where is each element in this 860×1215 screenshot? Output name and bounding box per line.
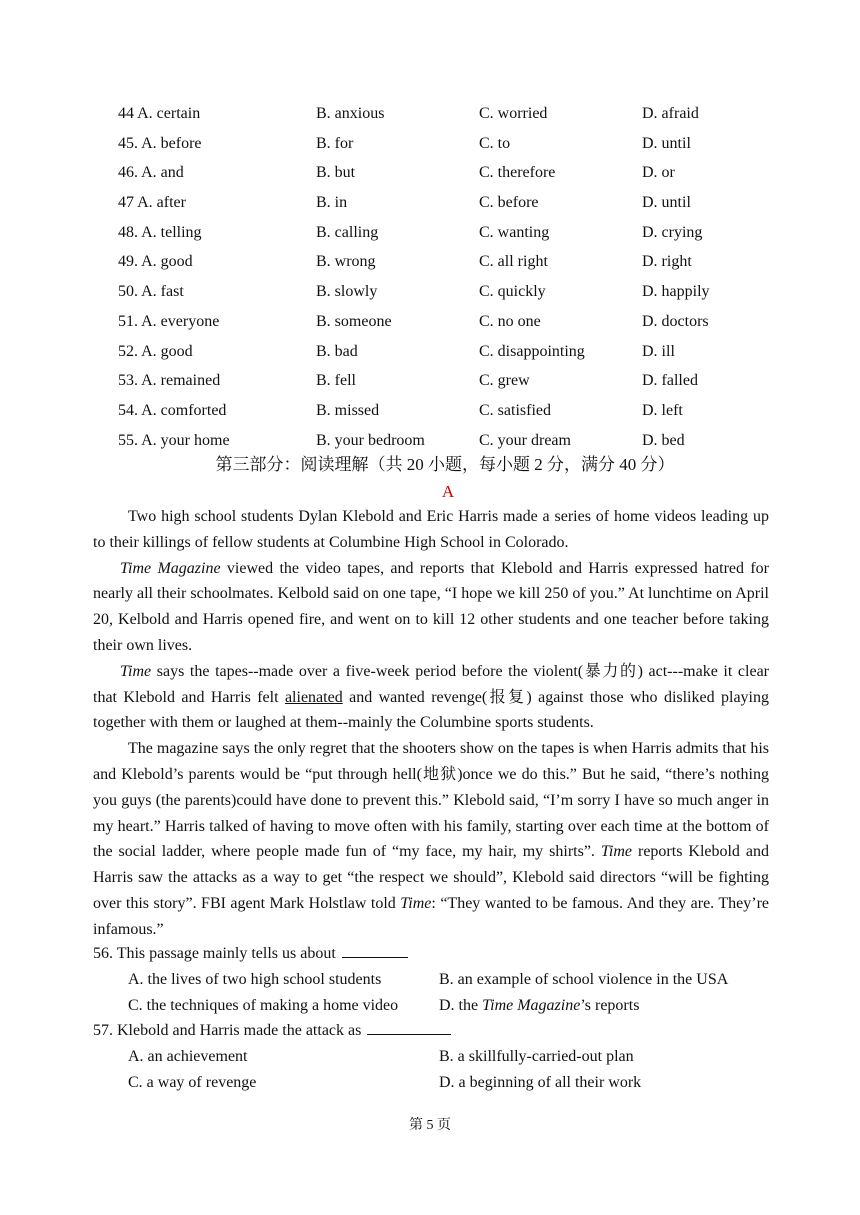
- option-cell: 52. A. good: [118, 342, 193, 360]
- option-cell: C. to: [479, 134, 511, 152]
- option-cell: D. ill: [642, 342, 675, 360]
- paragraph-3: [93, 659, 769, 736]
- question-56-options-row-1: [128, 967, 793, 993]
- paragraph-2: [93, 556, 769, 659]
- option-cell: B. bad: [316, 342, 358, 360]
- passage-letter: A: [441, 482, 455, 501]
- option-cell: B. calling: [316, 223, 379, 241]
- option-d: [439, 993, 639, 1019]
- reading-passage: [93, 504, 769, 943]
- option-cell: D. afraid: [642, 105, 699, 122]
- option-cell: B. your bedroom: [316, 431, 425, 449]
- question-56: [93, 941, 793, 967]
- question-stem: 56. This passage mainly tells us about: [93, 945, 336, 962]
- option-row: [118, 160, 762, 190]
- paragraph-4-text-c: : “They wanted to be famous. And they are. They’re infamous.”: [93, 894, 770, 938]
- option-b: B. a skillfully-carried-out plan: [439, 1048, 634, 1066]
- option-cell: D. crying: [642, 223, 703, 241]
- paragraph-1: Two high school students Dylan Klebold and Eric Harris made a series of home videos leading up to their killings of fellow students at Columbine High School in Colorado.: [93, 508, 769, 551]
- option-cell: C. worried: [479, 105, 548, 122]
- option-cell: C. grew: [479, 372, 530, 390]
- question-56-options-row-2: [128, 993, 793, 1019]
- option-cell: 48. A. telling: [118, 223, 202, 241]
- option-cell: C. no one: [479, 312, 541, 330]
- option-cell: 55. A. your home: [118, 431, 230, 449]
- option-cell: C. disappointing: [479, 342, 585, 360]
- option-cell: B. but: [316, 164, 356, 182]
- option-cell: 47 A. after: [118, 194, 186, 212]
- option-c: C. the techniques of making a home video: [128, 996, 399, 1014]
- option-d-suffix: ’s reports: [580, 996, 640, 1014]
- option-cell: D. bed: [642, 431, 685, 449]
- option-cell: C. before: [479, 194, 539, 212]
- underlined-word: alienated: [284, 688, 343, 706]
- option-row: [118, 190, 762, 220]
- option-cell: D. left: [642, 401, 683, 419]
- questions: [93, 941, 793, 1096]
- option-cell: B. anxious: [316, 105, 385, 122]
- option-d: D. a beginning of all their work: [439, 1073, 642, 1091]
- option-cell: D. until: [642, 134, 691, 152]
- question-57-options-row-1: [128, 1044, 793, 1070]
- option-cell: D. or: [642, 164, 675, 182]
- paragraph-4-text-a: The magazine says the only regret that the shooters show on the tapes is when Harris admits that his and Klebold’s parents would be “put through hell(地狱)once we do this.” But he said, “there’s nothing you guys (the parents)could have done to prevent this.” Klebold said, “I’m sorry I have so much anger in my heart.” Harris talked of having to move often with his family, starting over each time at the bottom of the social ladder, where people made fun of “my face, my hair, my shirts”.: [93, 740, 769, 861]
- question-57: [93, 1018, 793, 1044]
- question-57-options-row-2: [128, 1070, 793, 1096]
- answer-blank: [367, 1020, 451, 1035]
- option-cell: C. quickly: [479, 283, 546, 301]
- option-cell: D. falled: [642, 372, 698, 390]
- option-cell: 53. A. remained: [118, 372, 221, 390]
- option-cell: C. all right: [479, 253, 548, 271]
- option-cell: D. happily: [642, 283, 710, 301]
- option-row: [118, 131, 762, 161]
- option-d-prefix: D. the: [439, 996, 483, 1014]
- paragraph-2-text: viewed the video tapes, and reports that Klebold and Harris expressed hatred for nearly all their schoolmates. Kelbold said on one tape, “I hope we kill 250 of you.” At lunchtime on April 20, Kelbold and Harris opened fire, and went on to kill 12 other students and one teacher before taking their own lives.: [93, 559, 770, 654]
- option-row: [118, 339, 762, 369]
- option-c: C. a way of revenge: [128, 1073, 257, 1091]
- magazine-title: Time: [400, 894, 432, 912]
- option-cell: B. someone: [316, 312, 392, 330]
- option-cell: 46. A. and: [118, 164, 184, 182]
- option-row: [118, 368, 762, 398]
- magazine-title: Time: [120, 662, 152, 680]
- option-row: [118, 398, 762, 428]
- option-a: A. the lives of two high school students: [128, 970, 382, 988]
- magazine-title: Time: [600, 843, 633, 861]
- question-stem: 57. Klebold and Harris made the attack as: [93, 1022, 362, 1040]
- option-row: [118, 101, 762, 131]
- option-cell: C. your dream: [479, 431, 571, 449]
- option-row: [118, 279, 762, 309]
- option-cell: 51. A. everyone: [118, 312, 220, 330]
- option-cell: D. right: [642, 253, 692, 271]
- paragraph-4-text-b: reports Klebold and Harris saw the attacks as a way to get “the respect we should”, Klebold said directors “will be fighting over this story”. FBI agent Mark Holstlaw told: [93, 843, 769, 912]
- option-cell: C. therefore: [479, 164, 556, 182]
- section-title: 第三部分：阅读理解（共 20 小题，每小题 2 分，满分 40 分）: [215, 455, 675, 474]
- option-cell: C. wanting: [479, 223, 550, 241]
- option-cell: B. fell: [316, 372, 356, 390]
- option-cell: 49. A. good: [118, 253, 193, 271]
- option-row: [118, 309, 762, 339]
- option-a: A. an achievement: [128, 1048, 248, 1066]
- option-cell: D. until: [642, 194, 691, 212]
- option-row: [118, 249, 762, 279]
- option-b: B. an example of school violence in the USA: [439, 970, 729, 988]
- magazine-title: Time Magazine: [120, 559, 221, 577]
- cloze-options-table: [118, 101, 762, 457]
- option-cell: 45. A. before: [118, 134, 202, 152]
- option-row: [118, 220, 762, 250]
- page-number: 第 5 页: [409, 1118, 451, 1133]
- option-cell: 50. A. fast: [118, 283, 184, 301]
- option-cell: B. in: [316, 194, 348, 212]
- option-cell: B. for: [316, 134, 354, 152]
- paragraph-4: [93, 736, 769, 942]
- option-cell: D. doctors: [642, 312, 709, 330]
- option-cell: 44 A. certain: [118, 105, 201, 122]
- paragraph-3-text-a: says the tapes--made over a five-week period before the violent(暴力的) act---make it clear that Klebold and Harris felt: [93, 662, 769, 706]
- option-cell: B. wrong: [316, 253, 376, 271]
- option-d-italic: Time Magazine: [482, 996, 581, 1014]
- option-cell: B. slowly: [316, 283, 378, 301]
- option-cell: 54. A. comforted: [118, 401, 227, 419]
- option-cell: B. missed: [316, 401, 380, 419]
- paragraph-3-text-b: and wanted revenge(报复) against those who disliked playing together with them or laughed at them--mainly the Columbine sports students.: [93, 688, 769, 732]
- answer-blank: [342, 943, 408, 958]
- option-cell: C. satisfied: [479, 401, 551, 419]
